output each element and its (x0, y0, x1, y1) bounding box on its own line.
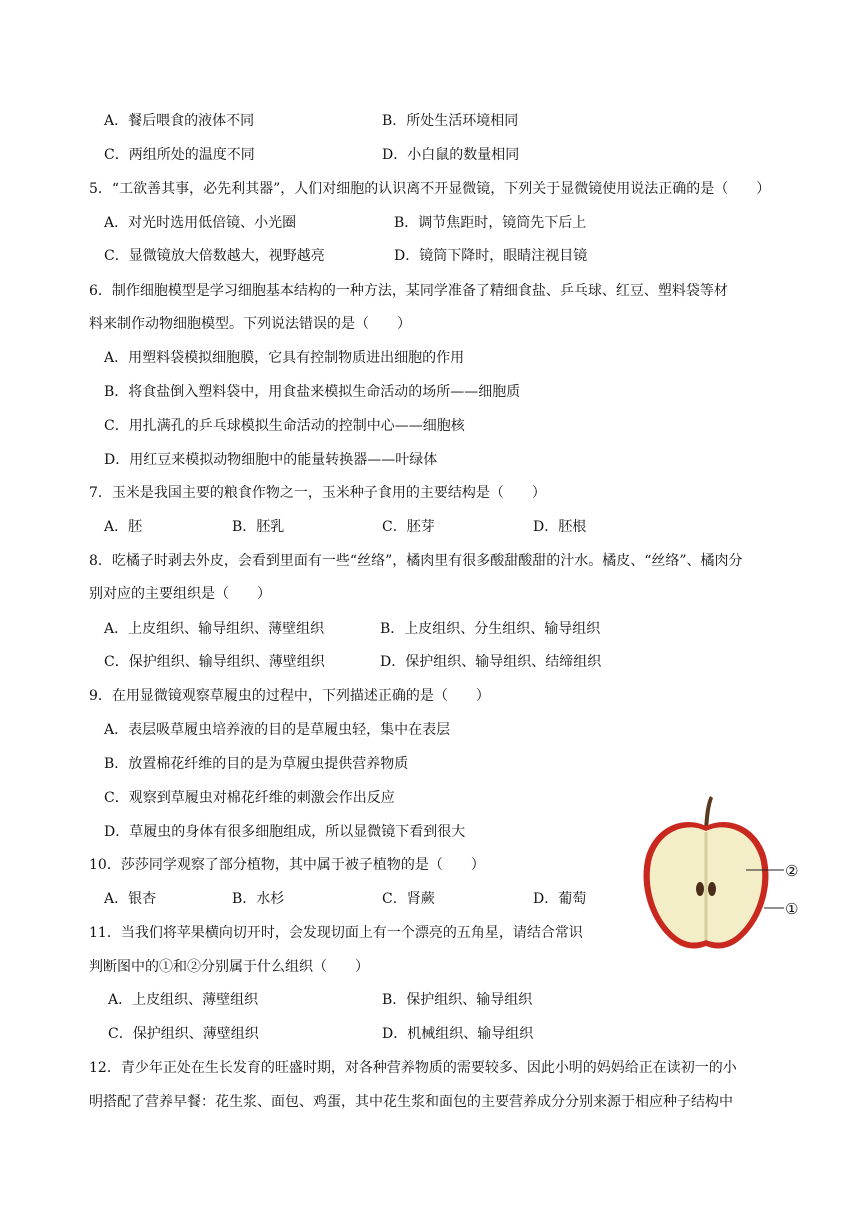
q10-option-c: C．肾蕨 (382, 891, 435, 907)
q9-option-b: B．放置棉花纤维的目的是为草履虫提供营养物质 (104, 756, 409, 772)
q6-stem-line2: 料来制作动物细胞模型。下列说法错误的是（ ） (89, 316, 411, 332)
q6-option-b: B．将食盐倒入塑料袋中，用食盐来模拟生命活动的场所——细胞质 (104, 384, 521, 400)
label-1: ① (785, 900, 799, 918)
q7-option-c: C．胚芽 (382, 519, 435, 535)
q11-option-c: C．保护组织、薄壁组织 (108, 1026, 259, 1042)
q4-option-d: D．小白鼠的数量相同 (382, 147, 520, 163)
q8-option-b: B．上皮组织、分生组织、输导组织 (380, 621, 601, 637)
q7-stem: 7．玉米是我国主要的粮食作物之一，玉米种子食用的主要结构是（ ） (89, 485, 546, 501)
q8-stem-line1: 8．吃橘子时剥去外皮，会看到里面有一些“丝络”，橘肉里有很多酸甜酸甜的汁水。橘皮、“丝络”、橘肉分 (89, 553, 743, 569)
q11-stem-line2: 判断图中的①和②分别属于什么组织（ ） (89, 959, 369, 975)
q9-option-c: C．观察到草履虫对棉花纤维的刺激会作出反应 (104, 790, 395, 806)
q6-option-d: D．用红豆来模拟动物细胞中的能量转换器——叶绿体 (104, 452, 438, 468)
q6-option-a: A．用塑料袋模拟细胞膜，它具有控制物质进出细胞的作用 (104, 350, 465, 366)
q7-option-b: B．胚乳 (232, 519, 285, 535)
q8-option-c: C．保护组织、输导组织、薄壁组织 (104, 654, 325, 670)
q12-stem-line1: 12．青少年正处在生长发育的旺盛时期，对各种营养物质的需要较多、因此小明的妈妈给正在读初一的小 (89, 1060, 737, 1076)
q8-stem-line2: 别对应的主要组织是（ ） (89, 586, 271, 602)
q9-option-a: A．表层吸草履虫培养液的目的是草履虫轻，集中在表层 (104, 722, 451, 738)
q10-option-d: D．葡萄 (533, 891, 587, 907)
q5-option-b: B．调节焦距时，镜筒先下后上 (394, 215, 587, 231)
q6-stem-line1: 6．制作细胞模型是学习细胞基本结构的一种方法，某同学准备了精细食盐、乒乓球、红豆、塑料袋等材 (89, 283, 728, 299)
q9-stem: 9．在用显微镜观察草履虫的过程中，下列描述正确的是（ ） (89, 688, 490, 704)
q4-option-c: C．两组所处的温度不同 (104, 147, 255, 163)
q7-option-a: A．胚 (104, 519, 143, 535)
q12-stem-line2: 明搭配了营养早餐：花生浆、面包、鸡蛋，其中花生浆和面包的主要营养成分分别来源于相应种子结构中 (89, 1094, 733, 1110)
q11-option-d: D．机械组织、输导组织 (382, 1026, 534, 1042)
q8-option-d: D．保护组织、输导组织、结缔组织 (380, 654, 602, 670)
q5-option-d: D．镜筒下降时，眼睛注视目镜 (394, 248, 588, 264)
q6-option-c: C．用扎满孔的乒乓球模拟生命活动的控制中心——细胞核 (104, 418, 465, 434)
q5-option-c: C．显微镜放大倍数越大，视野越亮 (104, 248, 325, 264)
q11-stem-line1: 11．当我们将苹果横向切开时，会发现切面上有一个漂亮的五角星，请结合常识 (89, 925, 583, 941)
q5-option-a: A．对光时选用低倍镜、小光圈 (104, 215, 297, 231)
q10-option-a: A．银杏 (104, 891, 157, 907)
q7-option-d: D．胚根 (533, 519, 587, 535)
q11-option-a: A．上皮组织、薄壁组织 (108, 992, 259, 1008)
apple-cross-section-figure (638, 790, 808, 960)
label-2: ② (785, 862, 799, 880)
q4-option-b: B．所处生活环境相同 (382, 113, 519, 129)
q5-stem: 5．“工欲善其事，必先利其器”，人们对细胞的认识离不开显微镜，下列关于显微镜使用说法正确的是（ ） (89, 181, 771, 197)
apple-seed-right (708, 882, 716, 896)
apple-seed-left (696, 882, 704, 896)
q9-option-d: D．草履虫的身体有很多细胞组成，所以显微镜下看到很大 (104, 824, 466, 840)
q10-stem: 10．莎莎同学观察了部分植物，其中属于被子植物的是（ ） (89, 857, 485, 873)
q8-option-a: A．上皮组织、输导组织、薄壁组织 (104, 621, 325, 637)
q4-option-a: A．餐后喂食的液体不同 (104, 113, 255, 129)
q11-option-b: B．保护组织、输导组织 (382, 992, 533, 1008)
q10-option-b: B．水杉 (232, 891, 285, 907)
